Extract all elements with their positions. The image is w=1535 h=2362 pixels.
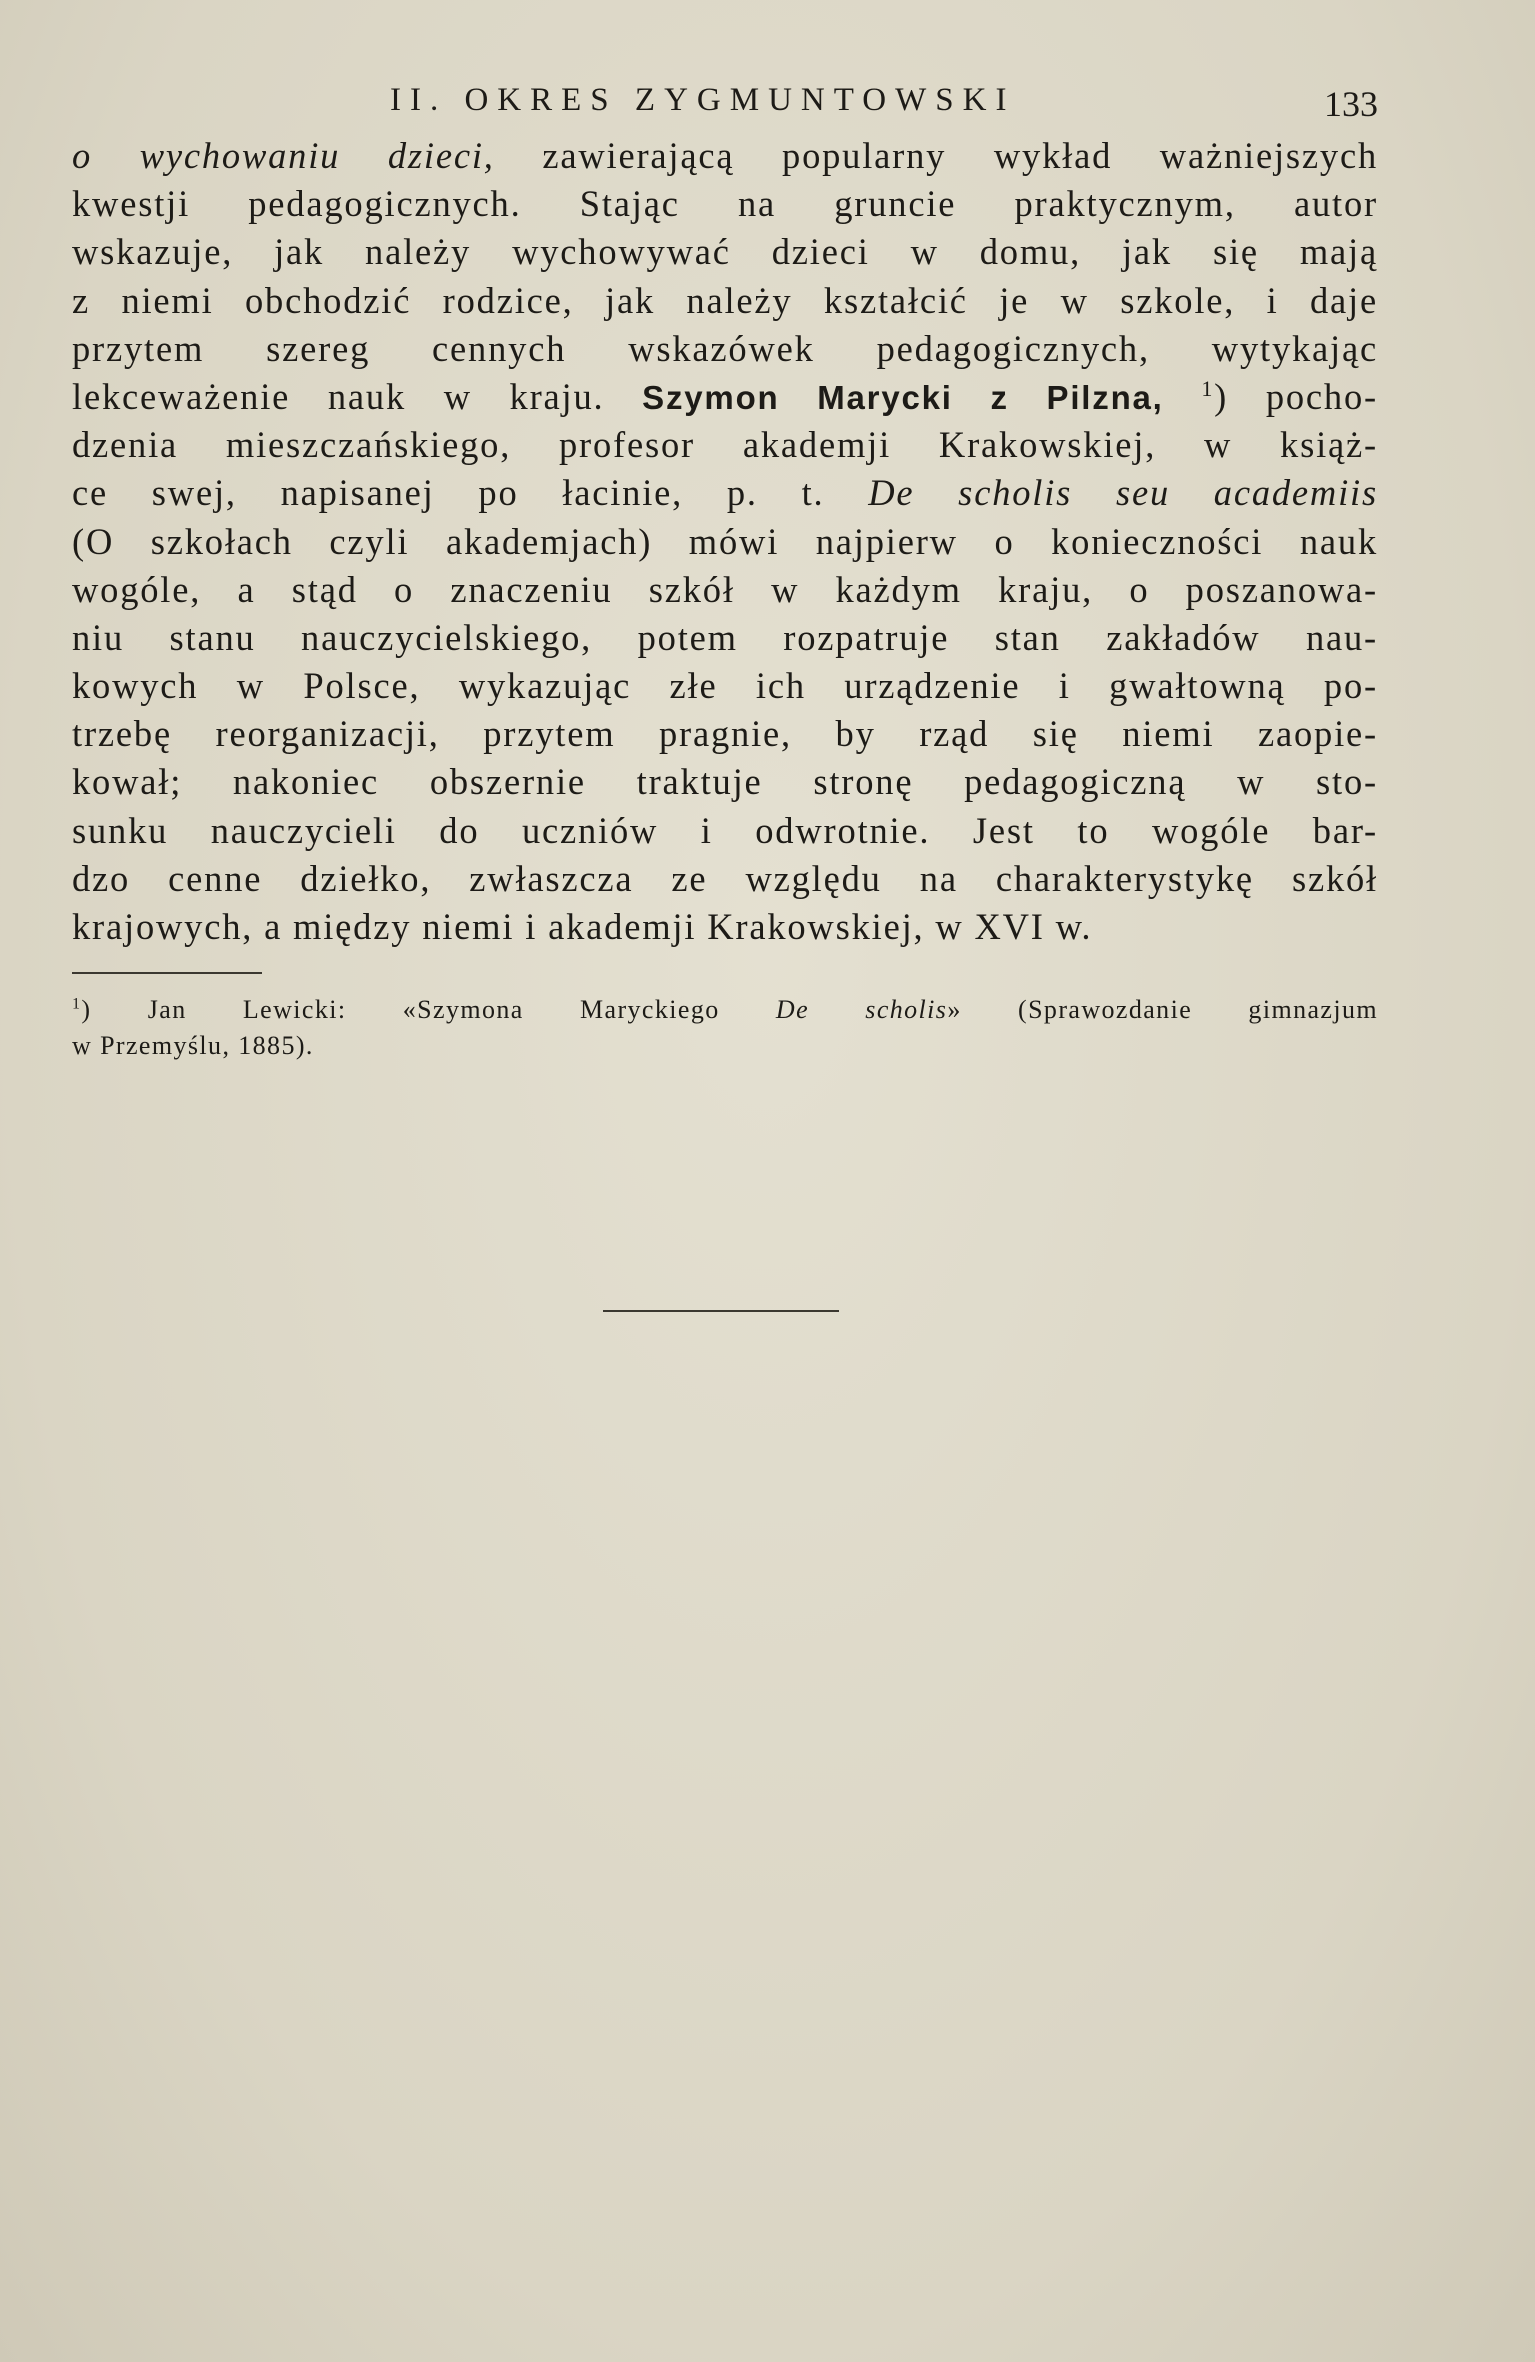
italic-title: De scholis	[775, 995, 948, 1024]
footnote	[72, 992, 1378, 1064]
text-line: kowych w Polsce, wykazując złe ich urządzenie i gwałtowną po-	[72, 665, 1378, 707]
text-span: » (Sprawozdanie gimnazjum	[947, 995, 1378, 1024]
footnote-separator	[72, 972, 262, 974]
italic-title: De scholis seu academiis	[868, 472, 1378, 514]
text-span: ) Jan Lewicki: «Szymona Maryckiego	[81, 995, 776, 1024]
italic-title: o wychowaniu dzieci,	[72, 135, 495, 176]
text-line: niu stanu nauczycielskiego, potem rozpatruje stan zakładów nau-	[72, 616, 1378, 658]
text-line: przytem szereg cennych wskazówek pedagogicznych, wytykając	[72, 327, 1378, 369]
text-line	[72, 469, 1378, 517]
main-paragraph	[72, 132, 1378, 951]
text-line: trzebę reorganizacji, przytem pragnie, by rząd się niemi zaopie-	[72, 713, 1378, 755]
text-line	[72, 132, 1378, 180]
author-name: Szymon Marycki z Pilzna,	[642, 378, 1164, 416]
text-line: krajowych, a między niemi i akademji Krakowskiej, w XVI w.	[72, 906, 1093, 947]
text-line: z niemi obchodzić rodzice, jak należy kształcić je w szkole, i daje	[72, 279, 1378, 321]
text-span: zawierającą popularny wykład ważniejszych	[494, 135, 1378, 176]
footnote-reference: 1	[1201, 375, 1215, 401]
footnote-line: w Przemyślu, 1885).	[72, 1031, 314, 1060]
text-line: wogóle, a stąd o znaczeniu szkół w każdym kraju, o poszanowa-	[72, 568, 1378, 610]
text-span: ce swej, napisanej po łacinie, p. t.	[72, 472, 869, 514]
text-span: lekceważenie nauk w kraju.	[72, 375, 643, 417]
text-line: kwestji pedagogicznych. Stając na gruncie praktycznym, autor	[72, 183, 1378, 225]
text-span: ) pocho-	[1214, 375, 1378, 417]
page-header	[72, 78, 1378, 122]
running-title: II. OKRES ZYGMUNTOWSKI	[390, 82, 1016, 118]
text-line: kował; nakoniec obszernie traktuje stronę pedagogiczną w sto-	[72, 761, 1378, 803]
text-line: dzenia mieszczańskiego, profesor akademji Krakowskiej, w książ-	[72, 424, 1378, 466]
text-line: sunku nauczycieli do uczniów i odwrotnie. Jest to wogóle bar-	[72, 809, 1378, 851]
text-line: dzo cenne dziełko, zwłaszcza ze względu na charakterystykę szkół	[72, 857, 1378, 899]
section-end-rule	[603, 1310, 839, 1312]
footnote-marker: 1	[72, 995, 82, 1013]
page-number: 133	[1324, 84, 1378, 124]
text-line: (O szkołach czyli akademjach) mówi najpierw o konieczności nauk	[72, 520, 1378, 562]
text-line	[72, 373, 1378, 421]
footnote-line	[72, 992, 1378, 1028]
text-line: wskazuje, jak należy wychowywać dzieci w domu, jak się mają	[72, 231, 1378, 273]
